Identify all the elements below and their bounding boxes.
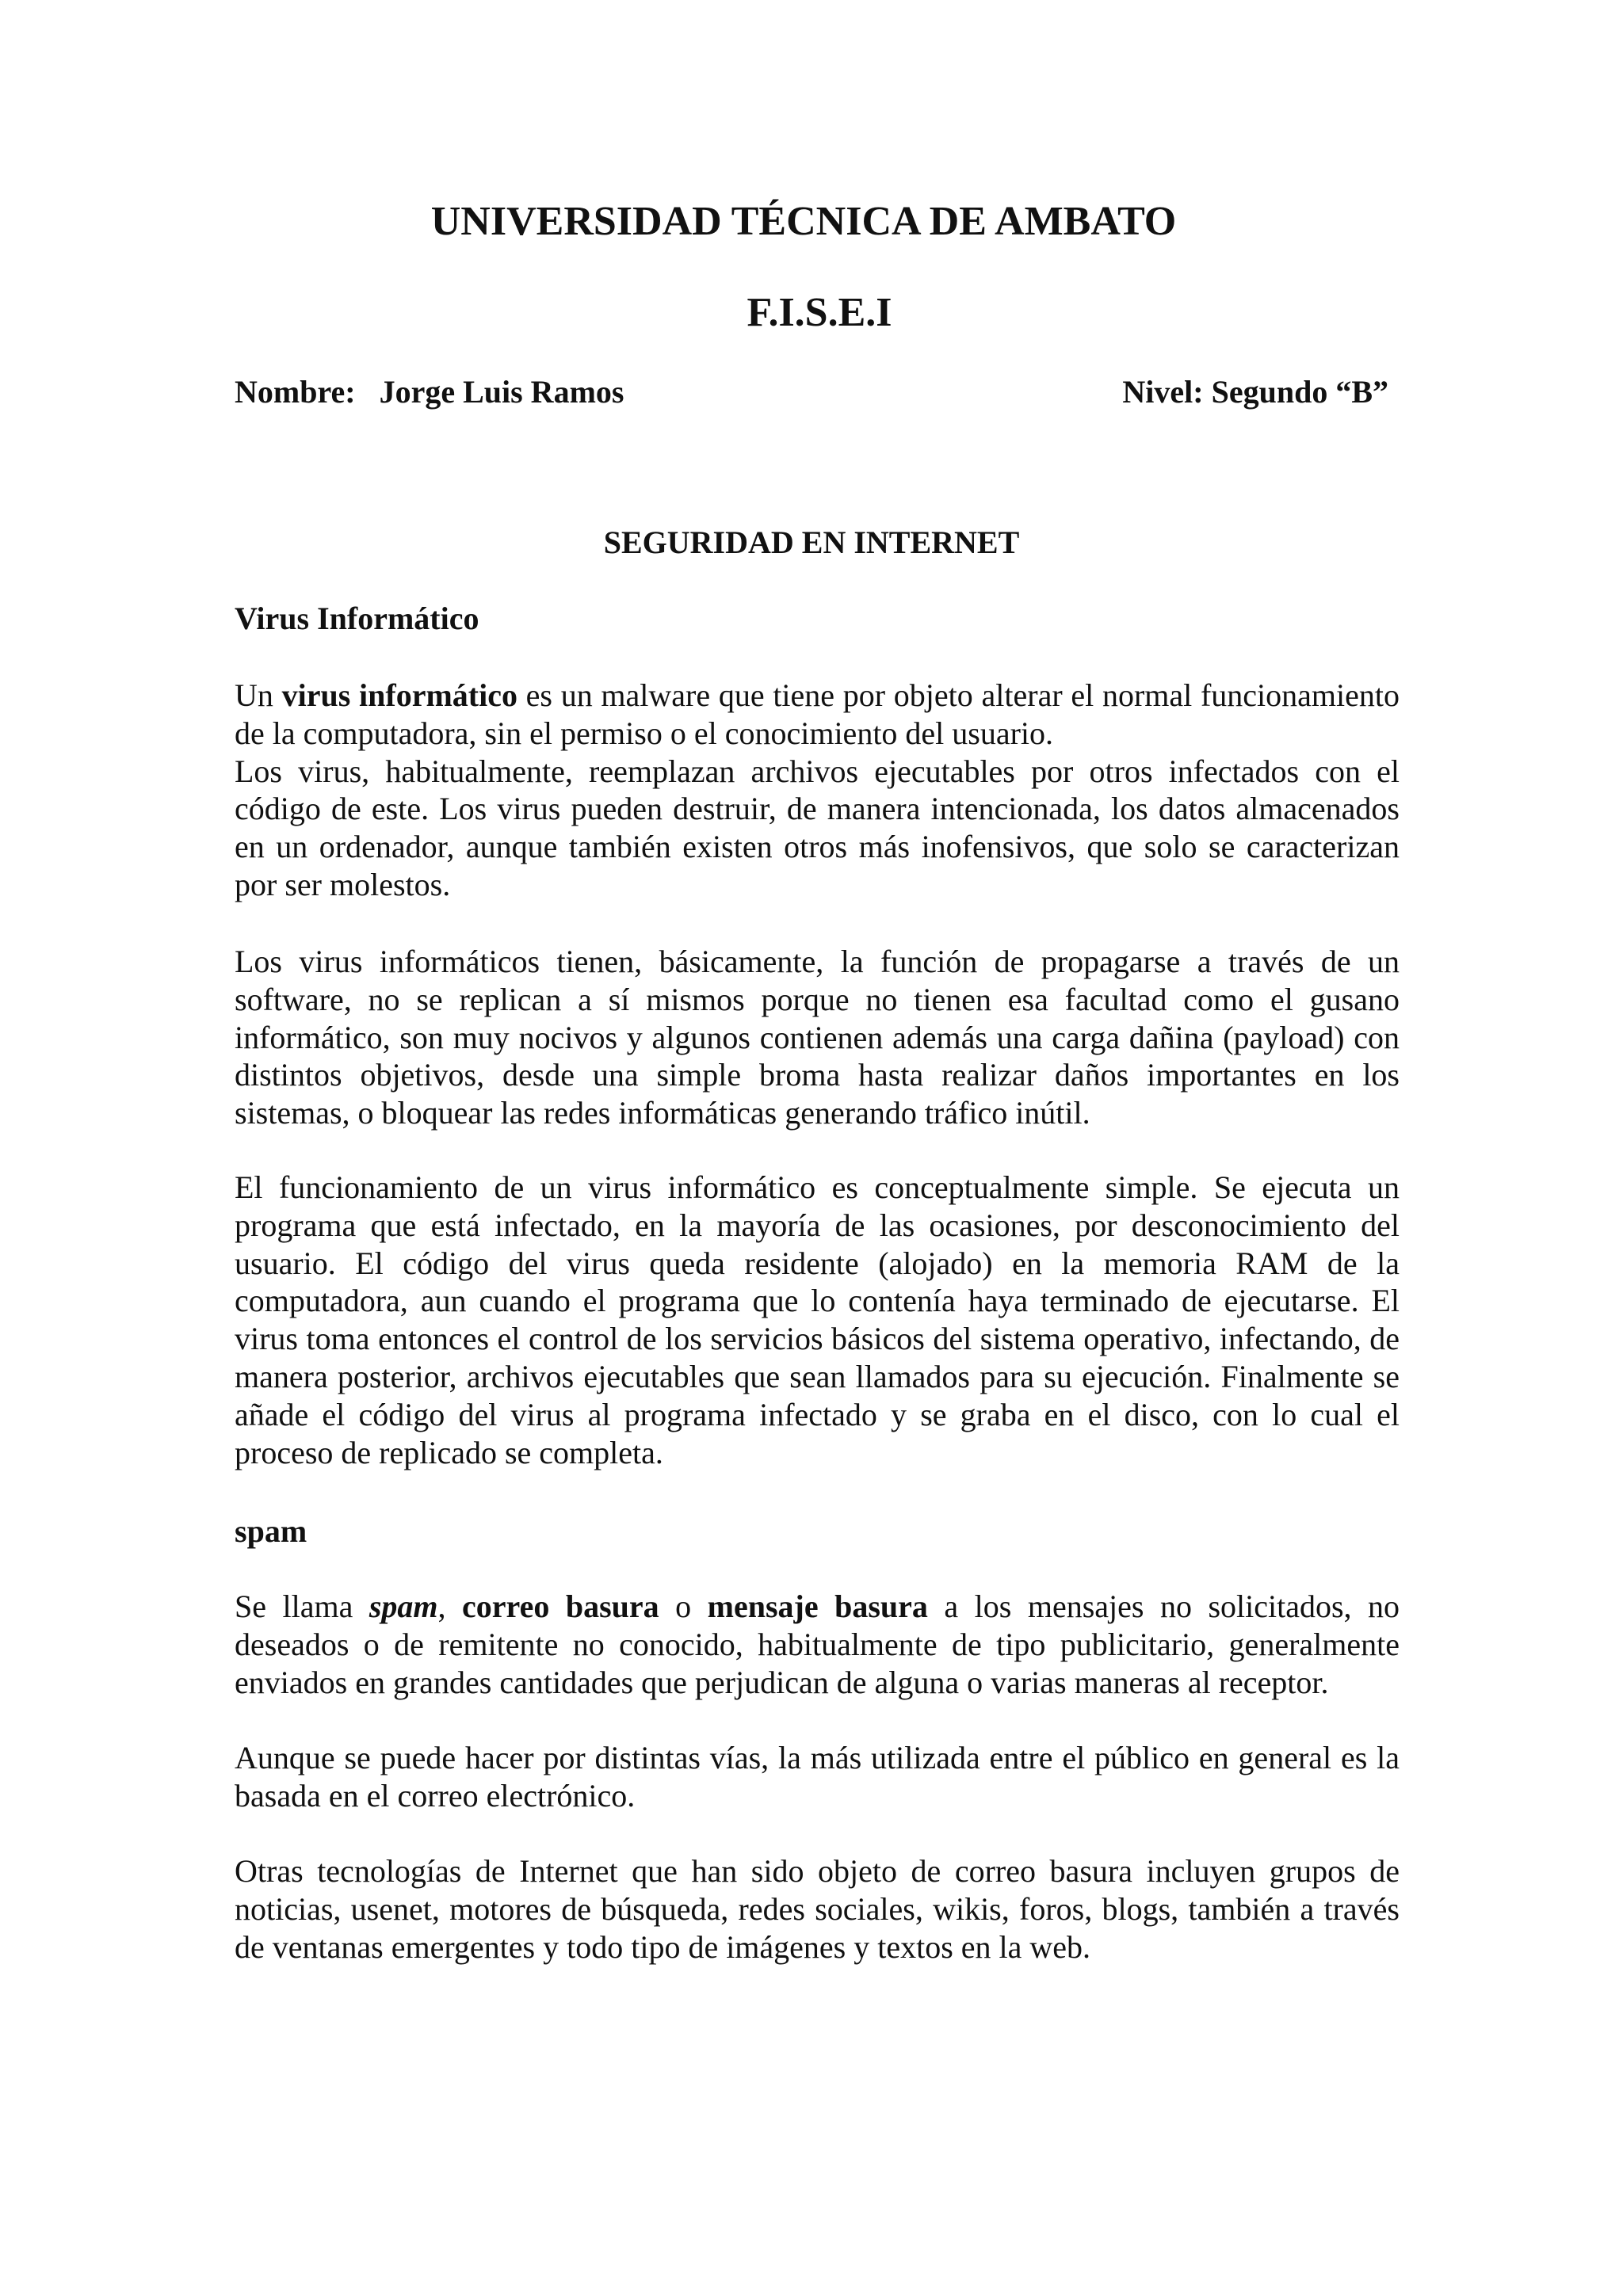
virus-paragraph-3: El funcionamiento de un virus informático es conceptualmente simple. Se ejecuta un programa que está infectado, en la mayoría de las ocasiones, por desconocimiento del usuario. El código del virus queda residente (alojado) en la memoria RAM de la computadora, aun cuando el programa que lo contenía haya terminado de ejecutarse. El virus toma entonces el control de los servicios básicos del sistema operativo, infectando, de manera posterior, archivos ejecutables que sean llamados para su ejecución. Finalmente se añade el código del virus al programa infectado y se graba en el disco, con lo cual el proceso de replicado se completa. bbox=[235, 1169, 1400, 1470]
spam-p1-d: a los mensajes no solicitados, no deseados o de remitente no conocido, habitualmente de tipo publicitario, generalmente enviados en grandes cantidades que perjudican de alguna o varias maneras al receptor. bbox=[235, 1589, 1400, 1700]
level-value: Segundo “B” bbox=[1211, 374, 1388, 410]
spam-p1-a: Se llama bbox=[235, 1589, 369, 1624]
spam-term: spam bbox=[369, 1589, 438, 1624]
virus-p1-start: Un bbox=[235, 677, 282, 713]
student-name bbox=[235, 372, 624, 412]
name-label: Nombre: bbox=[235, 374, 356, 410]
virus-paragraph-1-line-b: Los virus, habitualmente, reemplazan archivos ejecutables por otros infectados con el código de este. Los virus pueden destruir, de manera intencionada, los datos almacenados en un ordenador, aunque también existen otros más inofensivos, que solo se caracterizan por ser molestos. bbox=[235, 753, 1400, 902]
faculty-title: F.I.S.E.I bbox=[747, 290, 892, 335]
mensaje-basura-term: mensaje basura bbox=[707, 1589, 928, 1624]
student-level bbox=[1122, 372, 1388, 412]
virus-paragraph-1 bbox=[235, 677, 1400, 904]
spam-paragraph-3: Otras tecnologías de Internet que han sido objeto de correo basura incluyen grupos de noticias, usenet, motores de búsqueda, redes sociales, wikis, foros, blogs, también a través de ventanas emergentes y todo tipo de imágenes y textos en la web. bbox=[235, 1853, 1400, 1965]
correo-basura-term: correo basura bbox=[462, 1589, 659, 1624]
student-info-row bbox=[235, 372, 1388, 412]
level-label: Nivel: bbox=[1122, 374, 1204, 410]
virus-p1-rest: es un malware que tiene por objeto alterar el normal funcionamiento de la computadora, sin el permiso o el conocimiento del usuario. bbox=[235, 677, 1400, 751]
virus-paragraph-2: Los virus informáticos tienen, básicamente, la función de propagarse a través de un software, no se replican a sí mismos porque no tienen esa facultad como el gusano informático, son muy nocivos y algunos contienen además una carga dañina (payload) con distintos objetivos, desde una simple broma hasta realizar daños importantes en los sistemas, o bloquear las redes informáticas generando tráfico inútil. bbox=[235, 944, 1400, 1131]
virus-paragraph-1-line-a bbox=[235, 677, 1400, 753]
spam-paragraph-1 bbox=[235, 1588, 1400, 1701]
virus-heading: Virus Informático bbox=[235, 601, 479, 636]
name-value: Jorge Luis Ramos bbox=[379, 374, 624, 410]
spam-heading: spam bbox=[235, 1513, 307, 1549]
spam-paragraph-2: Aunque se puede hacer por distintas vías, la más utilizada entre el público en general es la basada en el correo electrónico. bbox=[235, 1740, 1400, 1814]
university-title: UNIVERSIDAD TÉCNICA DE AMBATO bbox=[430, 199, 1177, 244]
spam-p1-c: o bbox=[659, 1589, 708, 1624]
spam-p1-b: , bbox=[437, 1589, 463, 1624]
virus-term: virus informático bbox=[281, 677, 517, 713]
section-title: SEGURIDAD EN INTERNET bbox=[603, 524, 1020, 560]
